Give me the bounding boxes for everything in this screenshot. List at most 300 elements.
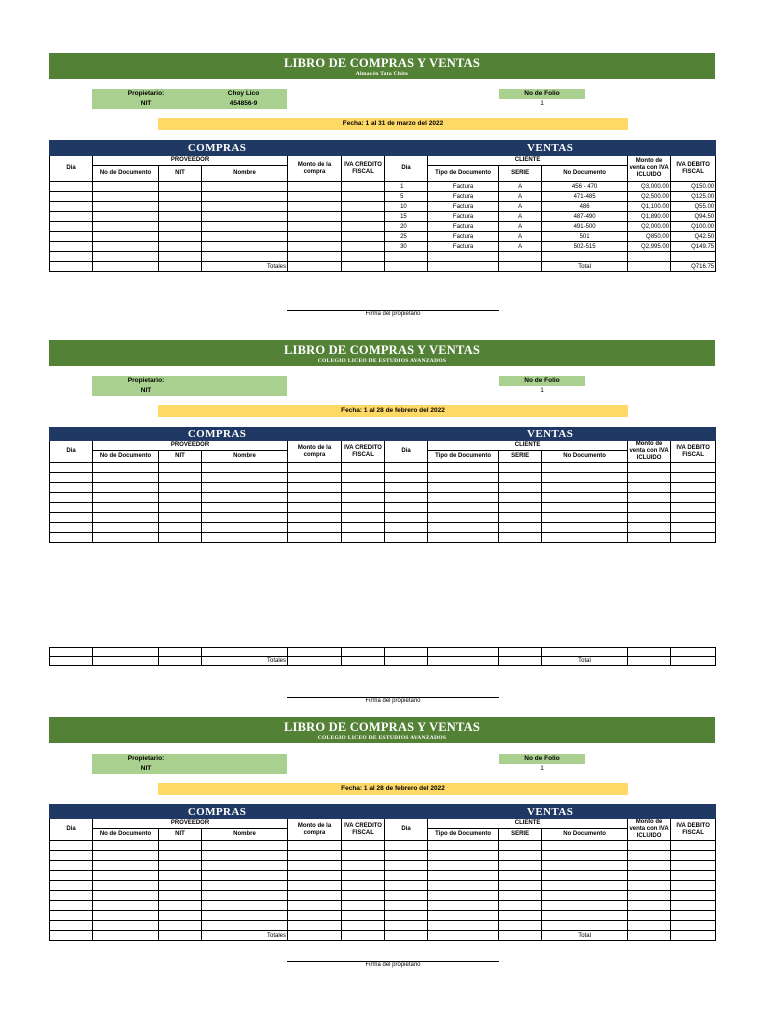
ventas-serie-cell [499,901,542,911]
ventas-dia-cell: 10 [385,202,428,212]
table-cell [50,851,93,861]
section1-table-row [50,182,716,192]
table-cell [50,182,93,192]
section2-date-bar: Fecha: 1 al 28 de febrero del 2022 [158,405,628,417]
table-cell [202,503,288,513]
ventas-tipo-cell [428,533,499,543]
table-cell [288,861,342,871]
ventas-dia-cell [385,483,428,493]
ventas-monto-cell [628,881,671,891]
ventas-no-documento-cell [542,533,628,543]
table-cell [288,841,342,851]
table-cell [288,891,342,901]
ventas-iva-cell [671,901,716,911]
table-cell [202,901,288,911]
table-cell [159,513,202,523]
section3-subtitle: COLEGIO LICEO DE ESTUDIOS AVANZADOS [317,735,447,741]
table-cell [202,648,288,657]
ventas-serie-cell: A [499,222,542,232]
ventas-no-documento-cell: 471-485 [542,192,628,202]
ventas-monto-cell: Q1,890.00 [628,212,671,222]
ventas-serie-cell [499,841,542,851]
table-cell [288,202,342,212]
table-cell [202,222,288,232]
section1-col-nit: NIT [159,166,202,182]
ventas-no-documento-cell [542,463,628,473]
totals-row [50,657,716,666]
table-cell [159,493,202,503]
section2-col-no-documento: No de Documento [93,451,159,463]
ventas-dia-cell [385,921,428,931]
section2-col-monto-venta: Monto de venta con IVA ICLUIDO [629,441,669,461]
table-cell [202,212,288,222]
section1-col-no-documento: No de Documento [93,166,159,182]
ventas-tipo-cell: Factura [428,212,499,222]
table-cell [159,881,202,891]
ventas-dia-cell [385,252,428,262]
section2-col-no-documento-ventas: No Documento [542,451,628,463]
ventas-serie-cell: A [499,182,542,192]
table-cell [202,182,288,192]
ventas-serie-cell [499,851,542,861]
ventas-dia-cell: 15 [385,212,428,222]
table-cell [202,493,288,503]
section3-col-tipo-documento: Tipo de Documento [428,829,499,841]
table-cell [159,182,202,192]
ventas-serie-cell [499,648,542,657]
ventas-iva-cell: Q125.00 [671,192,716,202]
table-cell [50,911,93,921]
ventas-tipo-cell [428,523,499,533]
table-cell [93,493,159,503]
ventas-iva-cell [671,493,716,503]
ventas-monto-cell: Q1,100.00 [628,202,671,212]
table-cell [342,931,385,941]
table-cell [50,901,93,911]
section2-table-row [50,463,716,473]
table-cell [159,252,202,262]
table-cell [93,861,159,871]
ventas-iva-cell [671,841,716,851]
table-cell [93,182,159,192]
table-cell [159,861,202,871]
section2-totals-table [49,647,716,666]
section1-folio-label: No de Folio [524,90,560,97]
table-cell [202,463,288,473]
section3-col-dia-ventas: Dia [385,819,428,841]
table-cell [428,262,499,272]
section3-col-no-documento: No de Documento [93,829,159,841]
table-cell [288,657,342,666]
table-cell [342,232,385,242]
ventas-tipo-cell: Factura [428,232,499,242]
table-cell [93,212,159,222]
section2-col-serie: SERIE [499,451,542,463]
section1-table-row [50,222,716,232]
ventas-tipo-cell [428,841,499,851]
ventas-tipo-cell [428,881,499,891]
table-cell [93,871,159,881]
section2-compras-header: COMPRAS [50,428,385,441]
table-cell [202,911,288,921]
table-cell [159,871,202,881]
ventas-monto-cell [628,513,671,523]
section1-signature-label: Firma del propietario [365,311,421,317]
ventas-serie-cell [499,881,542,891]
table-cell [342,911,385,921]
ventas-no-documento-cell [542,523,628,533]
section3-ventas-header: VENTAS [385,805,716,819]
table-cell [628,657,671,666]
table-cell [288,648,342,657]
ventas-no-documento-cell [542,648,628,657]
section1-owner-label: Propietario: [127,90,165,97]
table-cell [50,463,93,473]
ventas-iva-cell: Q150.00 [671,182,716,192]
section1-col-iva-debito: IVA DEBITO FISCAL [671,156,716,182]
table-cell [342,252,385,262]
section3-ledger-table [49,804,716,941]
ventas-tipo-cell: Factura [428,192,499,202]
table-cell [50,192,93,202]
section2-col-monto-compra: Monto de la compra [288,441,342,463]
ventas-no-documento-cell [542,252,628,262]
section1-col-monto-compra: Monto de la compra [288,156,342,182]
ventas-monto-cell [628,871,671,881]
table-cell [499,931,542,941]
table-cell [288,473,342,483]
table-cell [202,192,288,202]
ventas-monto-cell [628,483,671,493]
ventas-iva-cell [671,648,716,657]
section2-col-iva-credito: IVA CREDITO FISCAL [342,441,385,463]
table-cell [159,202,202,212]
ventas-iva-cell [671,921,716,931]
table-cell [428,931,499,941]
table-cell [50,252,93,262]
ventas-dia-cell: 5 [385,192,428,202]
section2-table-row [50,503,716,513]
ventas-serie-cell [499,503,542,513]
table-cell [385,657,428,666]
section3-date-bar: Fecha: 1 al 28 de febrero del 2022 [158,783,628,795]
section1-compras-header: COMPRAS [50,141,385,156]
section3-table-row [50,901,716,911]
section1-col-nombre: Nombre [202,166,288,182]
table-cell [93,232,159,242]
ventas-no-documento-cell: 502-515 [542,242,628,252]
table-cell [628,931,671,941]
table-cell [342,473,385,483]
ventas-serie-cell: A [499,242,542,252]
section3-nit-label: NIT [140,765,152,772]
ventas-iva-cell: Q94.50 [671,212,716,222]
table-cell [93,901,159,911]
ventas-iva-cell [671,463,716,473]
section3-table-row [50,861,716,871]
ventas-serie-cell [499,483,542,493]
ventas-serie-cell: A [499,192,542,202]
ventas-serie-cell [499,523,542,533]
section1-col-proveedor: PROVEEDOR [93,156,288,166]
section1-subtitle: Almacén Tata Chito [355,71,409,77]
table-cell [202,851,288,861]
table-cell [93,648,159,657]
ventas-tipo-cell [428,473,499,483]
ventas-dia-cell [385,901,428,911]
ventas-tipo-cell: Factura [428,202,499,212]
ventas-no-documento-cell [542,871,628,881]
ventas-monto-cell [628,901,671,911]
section3-col-cliente: CLIENTE [428,819,628,829]
section3-signature-label: Firma del propietario [365,962,421,968]
table-cell [93,891,159,901]
table-cell [202,533,288,543]
table-cell [93,841,159,851]
totales-label: Totales [202,657,288,666]
ventas-iva-cell [671,871,716,881]
section1-table-row [50,202,716,212]
ventas-dia-cell [385,503,428,513]
section3-col-nombre: Nombre [202,829,288,841]
table-cell [628,262,671,272]
table-cell [50,473,93,483]
ventas-monto-cell: Q2,995.00 [628,242,671,252]
table-cell [50,921,93,931]
ventas-serie-cell [499,911,542,921]
totales-label: Totales [202,931,288,941]
ventas-iva-cell [671,911,716,921]
section3-table-row [50,881,716,891]
section1-col-dia-ventas: Dia [385,156,428,182]
table-cell [159,222,202,232]
table-cell [288,493,342,503]
table-cell [342,891,385,901]
table-cell [288,901,342,911]
table-cell [159,503,202,513]
table-cell [342,262,385,272]
ventas-tipo-cell [428,861,499,871]
table-cell [342,513,385,523]
ventas-no-documento-cell [542,483,628,493]
ventas-serie-cell: A [499,212,542,222]
table-cell [50,523,93,533]
section1-title-bar [49,53,715,79]
table-cell [288,212,342,222]
ventas-serie-cell: A [499,202,542,212]
section2-table-row [50,493,716,503]
section1-title: LIBRO DE COMPRAS Y VENTAS [284,56,480,70]
table-cell [159,841,202,851]
ventas-iva-cell [671,851,716,861]
ventas-tipo-cell [428,851,499,861]
ventas-serie-cell [499,513,542,523]
ventas-monto-cell [628,861,671,871]
ventas-iva-cell: Q42.50 [671,232,716,242]
ventas-no-documento-cell [542,513,628,523]
ventas-dia-cell [385,911,428,921]
table-cell [342,222,385,232]
section1-table-row [50,242,716,252]
ventas-no-documento-cell [542,901,628,911]
ventas-no-documento-cell [542,891,628,901]
table-cell [342,202,385,212]
ventas-monto-cell: Q850.00 [628,232,671,242]
table-cell [159,648,202,657]
section2-table-row [50,513,716,523]
section3-col-dia: Dia [50,819,93,841]
table-cell [499,657,542,666]
ventas-iva-cell [671,513,716,523]
section1-col-no-documento-ventas: No Documento [542,166,628,182]
section2-col-tipo-documento: Tipo de Documento [428,451,499,463]
table-cell [159,523,202,533]
table-cell [50,493,93,503]
table-cell [288,222,342,232]
ventas-iva-cell: Q55.00 [671,202,716,212]
table-cell [159,463,202,473]
total-iva-value [671,931,716,941]
table-cell [342,901,385,911]
section2-col-dia: Dia [50,441,93,463]
ventas-tipo-cell [428,648,499,657]
section1-owner-value: Choy Lico [227,90,260,97]
table-cell [202,513,288,523]
section2-table-row [50,523,716,533]
ventas-dia-cell [385,851,428,861]
table-cell [50,657,93,666]
table-cell [50,503,93,513]
table-cell [288,851,342,861]
ventas-no-documento-cell [542,503,628,513]
totals-row [50,262,716,272]
section1-table-row [50,212,716,222]
section2-col-nombre: Nombre [202,451,288,463]
section2-table-row [50,473,716,483]
section1-ledger-table [49,140,716,272]
table-cell [159,212,202,222]
total-label: Total [542,931,628,941]
table-cell [93,911,159,921]
table-cell [342,533,385,543]
section2-table-row [50,533,716,543]
table-cell [93,851,159,861]
section2-col-nit: NIT [159,451,202,463]
ventas-dia-cell [385,881,428,891]
ventas-monto-cell [628,503,671,513]
section3-col-nit: NIT [159,829,202,841]
ventas-tipo-cell: Factura [428,182,499,192]
ventas-monto-cell [628,648,671,657]
ventas-serie-cell [499,252,542,262]
ventas-iva-cell [671,523,716,533]
section1-nit-label: NIT [140,100,152,107]
table-cell [93,881,159,891]
table-cell [288,192,342,202]
table-cell [50,881,93,891]
section3-folio-value: 1 [540,765,544,772]
total-label: Total [542,657,628,666]
table-cell [50,232,93,242]
ventas-iva-cell [671,473,716,483]
ventas-dia-cell [385,648,428,657]
table-cell [385,931,428,941]
table-cell [385,262,428,272]
ventas-iva-cell [671,861,716,871]
ventas-no-documento-cell: 486 [542,202,628,212]
table-cell [288,881,342,891]
table-cell [159,483,202,493]
ventas-monto-cell: Q2,500.00 [628,192,671,202]
ventas-no-documento-cell [542,473,628,483]
table-cell [342,503,385,513]
ventas-tipo-cell [428,891,499,901]
section3-table-row [50,851,716,861]
section3-owner-label: Propietario: [127,755,165,762]
ventas-serie-cell [499,861,542,871]
table-cell [342,523,385,533]
table-cell [50,931,93,941]
section1-table-row [50,252,716,262]
ventas-monto-cell [628,911,671,921]
table-cell [342,192,385,202]
table-cell [159,473,202,483]
table-cell [50,648,93,657]
section2-col-proveedor: PROVEEDOR [93,441,288,451]
table-cell [342,921,385,931]
ventas-monto-cell: Q2,000.00 [628,222,671,232]
section2-signature-label: Firma del propietario [365,698,421,704]
table-cell [159,901,202,911]
ventas-dia-cell [385,493,428,503]
section1-col-tipo-documento: Tipo de Documento [428,166,499,182]
table-cell [50,262,93,272]
ventas-tipo-cell [428,503,499,513]
table-cell [342,493,385,503]
table-cell [50,861,93,871]
ventas-dia-cell [385,891,428,901]
ventas-iva-cell: Q100.00 [671,222,716,232]
section2-subtitle: COLEGIO LICEO DE ESTUDIOS AVANZADOS [317,358,447,364]
table-cell [288,463,342,473]
section2-title-bar [49,340,715,366]
table-cell [342,648,385,657]
ventas-no-documento-cell [542,921,628,931]
table-cell [342,841,385,851]
section3-table-row [50,911,716,921]
ventas-no-documento-cell: 456 - 470 [542,182,628,192]
table-cell [50,841,93,851]
table-cell [288,262,342,272]
section3-col-monto-compra: Monto de la compra [288,819,342,841]
table-cell [50,891,93,901]
section1-table-row [50,192,716,202]
ventas-tipo-cell [428,921,499,931]
table-cell [159,192,202,202]
ventas-serie-cell [499,493,542,503]
table-cell [202,871,288,881]
ventas-dia-cell: 1 [385,182,428,192]
section3-folio-label: No de Folio [524,755,560,762]
table-cell [159,232,202,242]
ventas-no-documento-cell [542,881,628,891]
ventas-tipo-cell [428,513,499,523]
table-cell [499,262,542,272]
table-cell [50,222,93,232]
table-cell [159,262,202,272]
table-cell [202,523,288,533]
ventas-tipo-cell [428,901,499,911]
